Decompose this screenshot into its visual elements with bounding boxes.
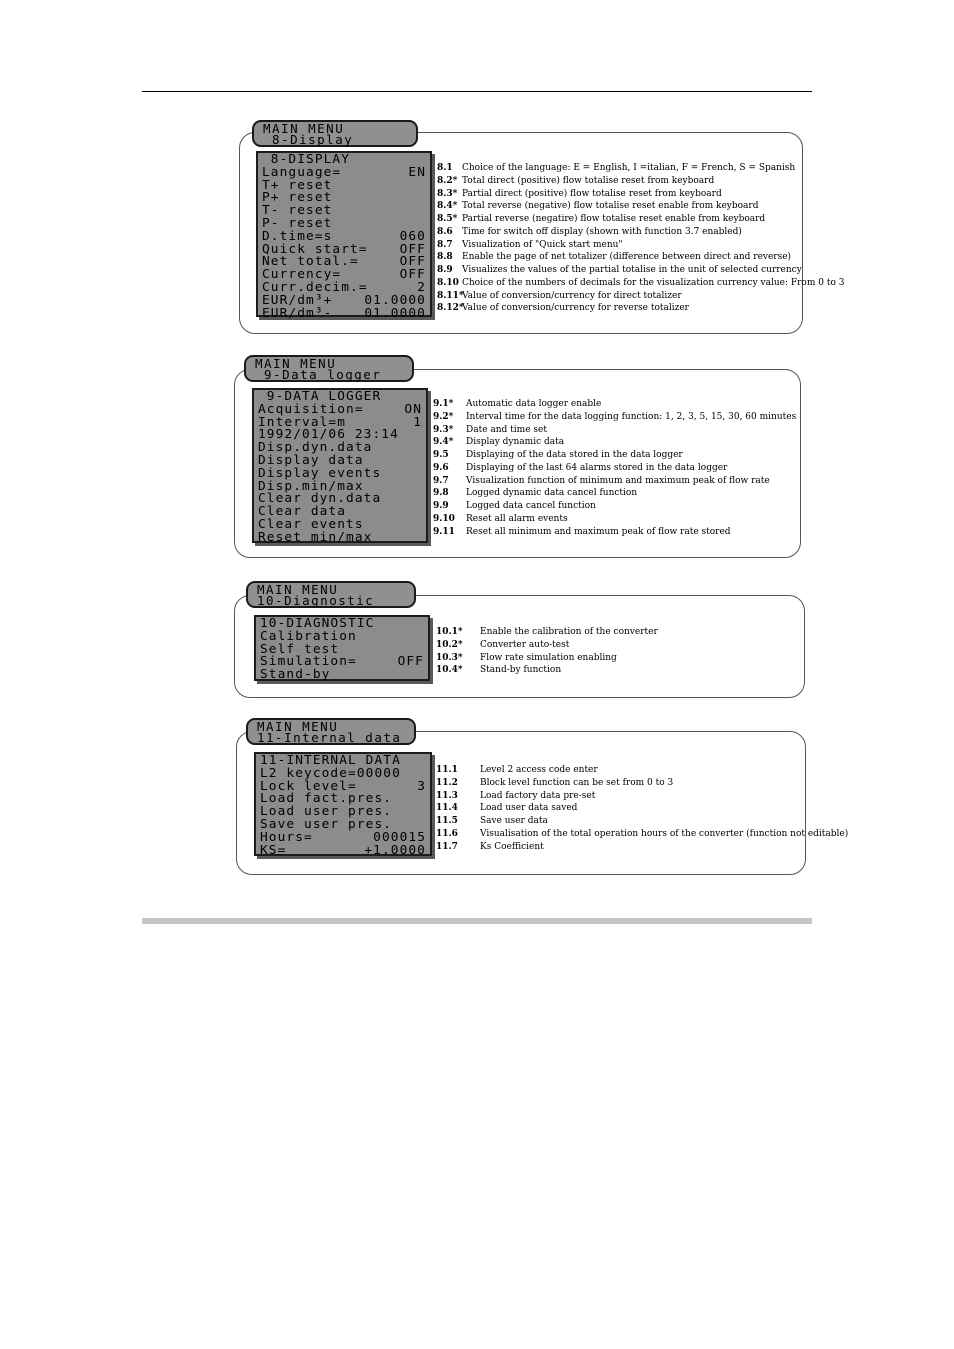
lcd-screen (254, 752, 432, 856)
item-description: Total reverse (negative) flow totalise reset enable from keyboard (462, 201, 759, 212)
lcd-row-label: Stand-by (260, 667, 331, 683)
item-description: Stand-by function (480, 665, 562, 676)
lcd-row-label: Load user pres. (260, 804, 393, 820)
item-number: 11.1 (436, 765, 458, 775)
item-description: Save user data (480, 816, 548, 826)
menu-tab-line: MAIN MENU (257, 719, 339, 734)
item-number: 8.8 (437, 252, 453, 263)
description-item (436, 626, 796, 639)
lcd-row-label: EUR/dm³- (262, 305, 333, 321)
description-item (436, 764, 796, 777)
description-item (437, 213, 797, 226)
item-number: 11.5 (436, 816, 458, 826)
item-description: Load factory data pre-set (480, 790, 596, 801)
item-number: 11.2 (436, 777, 458, 788)
item-number: 9.5 (433, 450, 449, 460)
lcd-row-value: ON (404, 401, 422, 417)
lcd-row-label: T+ reset (262, 177, 333, 193)
item-number: 9.4* (433, 437, 454, 448)
item-number: 9.9 (433, 501, 449, 511)
lcd-row-label: Curr.decim.= (262, 279, 368, 295)
description-item (433, 398, 793, 411)
item-number: 8.4* (437, 201, 458, 212)
item-description: Converter auto-test (480, 639, 570, 650)
lcd-title: 9-DATA LOGGER (258, 389, 382, 404)
description-item (433, 475, 793, 488)
lcd-row-label: P+ reset (262, 190, 333, 206)
description-item (436, 815, 796, 828)
item-description: Time for switch off display (shown with function 3.7 enabled) (462, 226, 742, 237)
lcd-row-label: Clear data (258, 504, 347, 520)
item-description: Visualization of "Quick start menu" (462, 239, 623, 250)
item-description: Load user data saved (480, 803, 578, 814)
item-number: 11.4 (436, 803, 458, 814)
lcd-row-value: 01.0000 (364, 305, 426, 321)
item-number: 8.12* (437, 303, 464, 314)
lcd-row-value: 060 (399, 228, 426, 244)
description-item (433, 500, 793, 513)
lcd-row-label: Hours= (260, 829, 313, 845)
menu-tab-line: 9-Data logger (255, 367, 382, 382)
lcd-menu-row[interactable] (260, 842, 426, 858)
item-number: 8.5* (437, 214, 458, 224)
menu-tab (246, 718, 416, 745)
description-item (433, 411, 797, 424)
description-item (436, 828, 849, 841)
lcd-row-label: Display events (258, 465, 382, 481)
lcd-screen (252, 388, 428, 543)
lcd-menu-row[interactable] (258, 529, 422, 545)
item-number: 8.10 (437, 277, 459, 288)
description-item (436, 841, 796, 854)
description-item (436, 790, 796, 803)
description-item (437, 264, 802, 277)
item-description: Block level function can be set from 0 to 3 (480, 777, 674, 788)
header-rule (142, 91, 812, 92)
lcd-row-label: Acquisition= (258, 401, 364, 417)
description-item (436, 639, 796, 652)
item-description: Level 2 access code enter (480, 765, 598, 775)
item-number: 8.3* (437, 188, 458, 199)
item-number: 9.8 (433, 488, 449, 499)
item-number: 8.11* (437, 290, 464, 301)
description-item (437, 200, 797, 213)
item-number: 11.6 (436, 828, 458, 839)
lcd-row-value: OFF (397, 654, 424, 670)
description-item (436, 802, 796, 815)
lcd-row-label: Currency= (262, 267, 342, 283)
lcd-row-label: Disp.min/max (258, 478, 364, 494)
lcd-title: 10-DIAGNOSTIC (260, 616, 375, 631)
lcd-row-value: 000015 (373, 829, 426, 845)
item-description: Reset all minimum and maximum peak of flow rate stored (466, 526, 731, 537)
lcd-row-label: 1992/01/06 23:14 (258, 427, 399, 443)
item-description: Total direct (positive) flow totalise reset from keyboard (462, 175, 715, 186)
item-description: Choice of the numbers of decimals for the visualization currency value: From 0 to 3 (462, 277, 845, 288)
item-number: 11.3 (436, 790, 458, 801)
lcd-row-value: EN (408, 164, 426, 180)
item-description: Date and time set (466, 424, 547, 435)
description-item (433, 462, 793, 475)
description-list (433, 398, 797, 538)
lcd-row-label: Calibration (260, 628, 357, 644)
description-item (433, 487, 793, 500)
lcd-row-label: Interval=m (258, 414, 347, 430)
lcd-menu-row[interactable] (260, 669, 424, 682)
description-item (436, 652, 796, 665)
lcd-screen (256, 151, 432, 321)
description-item (433, 449, 793, 462)
item-number: 10.3* (436, 652, 463, 663)
description-item (437, 277, 845, 290)
lcd-row-value: 01.0000 (364, 292, 426, 308)
menu-tab-line: 11-Internal data (257, 730, 402, 745)
item-number: 8.6 (437, 226, 453, 237)
lcd-row-label: Disp.dyn.data (258, 440, 373, 456)
item-number: 10.1* (436, 627, 463, 637)
menu-tab (252, 120, 418, 147)
description-list (437, 162, 845, 315)
description-list (436, 626, 796, 677)
lcd-row-value: 3 (417, 778, 426, 794)
description-item (437, 162, 797, 175)
item-number: 8.2* (437, 175, 458, 186)
description-item (433, 424, 793, 437)
item-description: Logged dynamic data cancel function (466, 488, 638, 499)
description-item (436, 664, 796, 677)
item-number: 10.4* (436, 665, 463, 676)
item-description: Partial reverse (negatire) flow totalise reset enable from keyboard (462, 214, 766, 224)
item-description: Display dynamic data (466, 437, 565, 448)
item-description: Choice of the language: E = English, I =italian, F = French, S = Spanish (462, 163, 796, 173)
footer-rule (142, 918, 812, 924)
description-item (433, 513, 793, 526)
lcd-row-label: P- reset (262, 215, 333, 231)
item-description: Displaying of the last 64 alarms stored in the data logger (466, 462, 728, 473)
description-item (437, 188, 797, 201)
lcd-row-label: Net total.= (262, 254, 359, 270)
item-number: 9.11 (433, 526, 455, 537)
item-description: Automatic data logger enable (466, 399, 602, 409)
item-description: Ks Coefficient (480, 841, 544, 852)
description-item (437, 290, 797, 303)
item-description: Visualization function of minimum and maximum peak of flow rate (466, 475, 770, 486)
lcd-title: 11-INTERNAL DATA (260, 753, 401, 768)
description-item (437, 302, 797, 315)
item-number: 8.7 (437, 239, 453, 250)
description-item (433, 526, 793, 539)
item-number: 9.3* (433, 424, 454, 435)
lcd-title: 8-DISPLAY (262, 152, 351, 167)
menu-tab-line: 8-Display (263, 132, 354, 147)
lcd-row-label: Self test (260, 641, 340, 657)
item-number: 9.1* (433, 399, 454, 409)
item-description: Enable the page of net totalizer (difference between direct and reverse) (462, 252, 792, 263)
lcd-row-label: T- reset (262, 203, 333, 219)
item-number: 8.1 (437, 163, 453, 173)
lcd-row-label: Language= (262, 164, 342, 180)
item-description: Enable the calibration of the converter (480, 627, 658, 637)
item-description: Partial direct (positive) flow totalise reset from keyboard (462, 188, 722, 199)
description-item (437, 175, 797, 188)
item-number: 9.7 (433, 475, 449, 486)
lcd-row-label: Simulation= (260, 654, 357, 670)
item-number: 8.9 (437, 265, 453, 275)
item-number: 9.6 (433, 462, 449, 473)
description-item (437, 226, 797, 239)
menu-tab (244, 355, 414, 382)
lcd-row-label: L2 keycode=00000 (260, 765, 401, 781)
item-number: 9.2* (433, 411, 454, 422)
lcd-row-label: KS= (260, 842, 287, 858)
lcd-row-label: Quick start= (262, 241, 368, 257)
description-item (437, 239, 797, 252)
item-description: Reset all alarm events (466, 513, 568, 524)
item-number: 10.2* (436, 639, 463, 650)
item-number: 9.10 (433, 513, 455, 524)
lcd-row-label: D.time=s (262, 228, 333, 244)
item-description: Visualisation of the total operation hours of the converter (function not editable) (480, 828, 849, 839)
menu-tab-line: MAIN MENU (255, 356, 337, 371)
menu-tab (246, 581, 416, 608)
item-description: Visualizes the values of the partial totalise in the unit of selected currency (462, 265, 802, 275)
item-description: Interval time for the data logging function: 1, 2, 3, 5, 15, 30, 60 minutes (466, 411, 797, 422)
menu-tab-line: MAIN MENU (257, 582, 339, 597)
lcd-row-label: Clear events (258, 516, 364, 532)
item-description: Logged data cancel function (466, 501, 596, 511)
lcd-row-value: OFF (399, 241, 426, 257)
item-description: Displaying of the data stored in the data logger (466, 450, 683, 460)
lcd-row-value: +1.0000 (364, 842, 426, 858)
lcd-row-value: OFF (399, 267, 426, 283)
lcd-menu-row[interactable] (262, 305, 426, 321)
item-description: Value of conversion/currency for direct totalizer (462, 290, 682, 301)
lcd-row-value: 2 (417, 279, 426, 295)
item-description: Flow rate simulation enabling (480, 652, 617, 663)
lcd-row-value: OFF (399, 254, 426, 270)
description-item (433, 436, 793, 449)
lcd-row-label: Display data (258, 452, 364, 468)
lcd-row-label: Reset min/max (258, 529, 373, 545)
lcd-row-label: Load fact.pres. (260, 791, 393, 807)
lcd-row-value: 1 (413, 414, 422, 430)
lcd-row-label: EUR/dm³+ (262, 292, 333, 308)
lcd-row-label: Lock level= (260, 778, 357, 794)
description-item (436, 777, 796, 790)
item-number: 11.7 (436, 841, 458, 852)
item-description: Value of conversion/currency for reverse totalizer (462, 303, 689, 314)
description-list (436, 764, 849, 853)
lcd-screen (254, 615, 430, 681)
lcd-row-label: Save user pres. (260, 816, 393, 832)
menu-tab-line: MAIN MENU (263, 121, 345, 136)
lcd-row-label: Clear dyn.data (258, 491, 382, 507)
menu-tab-line: 10-Diagnostic (257, 593, 375, 608)
description-item (437, 251, 797, 264)
